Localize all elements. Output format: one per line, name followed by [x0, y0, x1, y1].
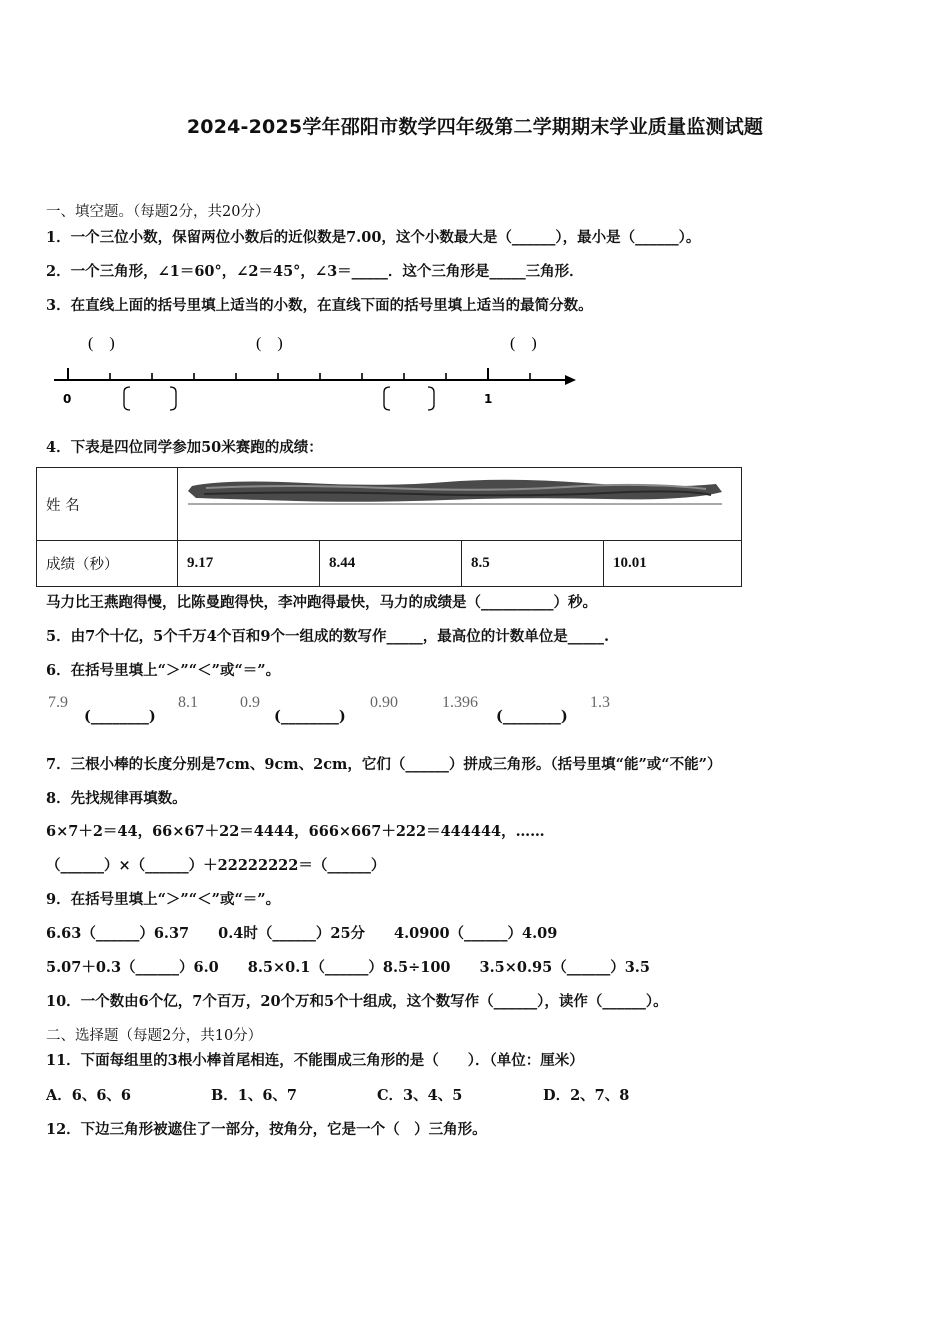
redaction-scribble	[186, 476, 726, 506]
question-11: 11．下面每组里的3根小棒首尾相连，不能围成三角形的是（ ）．（单位：厘米）	[46, 1052, 584, 1069]
q11-option-c: C．3、4、5	[377, 1087, 463, 1104]
q11-option-d: D．2、7、8	[543, 1087, 630, 1104]
name-header: 姓 名	[37, 468, 178, 541]
question-3: 3．在直线上面的括号里填上适当的小数，在直线下面的括号里填上适当的最简分数。	[46, 297, 593, 314]
question-6: 6．在括号里填上“＞”“＜”或“＝”。	[46, 662, 281, 679]
score-cell: 9.17	[178, 541, 320, 587]
q6-item-2-blank: (________)	[274, 708, 346, 725]
question-9-row-2: 5.07＋0.3（______）6.0 8.5×0.1（______）8.5÷100 3.5×0.95（______）3.5	[46, 959, 650, 976]
q6-item-3-left: 1.396	[442, 694, 478, 711]
score-cell: 10.01	[604, 541, 742, 587]
q6-item-1-left: 7.9	[48, 694, 68, 711]
question-4-followup: 马力比王燕跑得慢，比陈曼跑得快，李冲跑得最快，马力的成绩是（__________）秒。	[46, 594, 597, 611]
question-9: 9．在括号里填上“＞”“＜”或“＝”。	[46, 891, 281, 908]
question-10: 10．一个数由6个亿，7个百万，20个万和5个十组成，这个数写作（______），读作（______）。	[46, 993, 668, 1010]
question-8-blank: （______）×（______）＋22222222＝（______）	[46, 857, 386, 874]
lower-bracket-1	[124, 387, 176, 410]
question-8: 8．先找规律再填数。	[46, 790, 187, 807]
q11-option-a: A．6、6、6	[46, 1087, 132, 1104]
question-5: 5．由7个十亿，5个千万4个百和9个一组成的数写作_____，最高位的计数单位是_____.	[46, 628, 609, 645]
section-2-heading: 二、选择题（每题2分，共10分）	[46, 1028, 263, 1044]
q6-item-2-left: 0.9	[240, 694, 260, 711]
q6-item-1-blank: (________)	[84, 708, 156, 725]
question-9-row-1: 6.63（______）6.37 0.4时（______）25分 4.0900（______）4.09	[46, 925, 558, 942]
q6-item-2-right: 0.90	[370, 694, 398, 711]
score-header: 成绩（秒）	[37, 541, 178, 587]
section-1-heading: 一、填空题。（每题2分，共20分）	[46, 204, 270, 220]
number-line-ticks	[68, 368, 530, 380]
page-title: 2024-2025学年邵阳市数学四年级第二学期期末学业质量监测试题	[186, 116, 764, 138]
question-12: 12．下边三角形被遮住了一部分，按角分，它是一个（ ）三角形。	[46, 1121, 487, 1138]
question-8-pattern: 6×7＋2＝44，66×67＋22＝4444，666×667＋222＝444444，……	[46, 823, 545, 840]
upper-bracket-2: ( )	[256, 335, 283, 352]
label-zero: 0	[63, 392, 72, 406]
q6-item-3-blank: (________)	[496, 708, 568, 725]
question-4: 4．下表是四位同学参加50米赛跑的成绩：	[46, 439, 323, 456]
number-line-arrow	[565, 375, 576, 385]
question-2: 2．一个三角形，∠1＝60°，∠2＝45°，∠3＝_____．这个三角形是_____三角形．	[46, 263, 584, 280]
score-cell: 8.44	[320, 541, 462, 587]
q11-option-b: B．1、6、7	[211, 1087, 298, 1104]
question-1: 1．一个三位小数，保留两位小数后的近似数是7.00，这个小数最大是（______），最小是（______）。	[46, 229, 701, 246]
upper-bracket-1: ( )	[88, 335, 115, 352]
q6-item-3-right: 1.3	[590, 694, 610, 711]
q6-item-1-right: 8.1	[178, 694, 198, 711]
lower-bracket-2	[384, 387, 434, 410]
score-cell: 8.5	[462, 541, 604, 587]
number-line-figure	[46, 330, 586, 420]
upper-bracket-3: ( )	[510, 335, 537, 352]
question-7: 7．三根小棒的长度分别是7cm、9cm、2cm，它们（______）拼成三角形。（括号里填“能”或“不能”）	[46, 756, 722, 773]
label-one: 1	[484, 392, 493, 406]
